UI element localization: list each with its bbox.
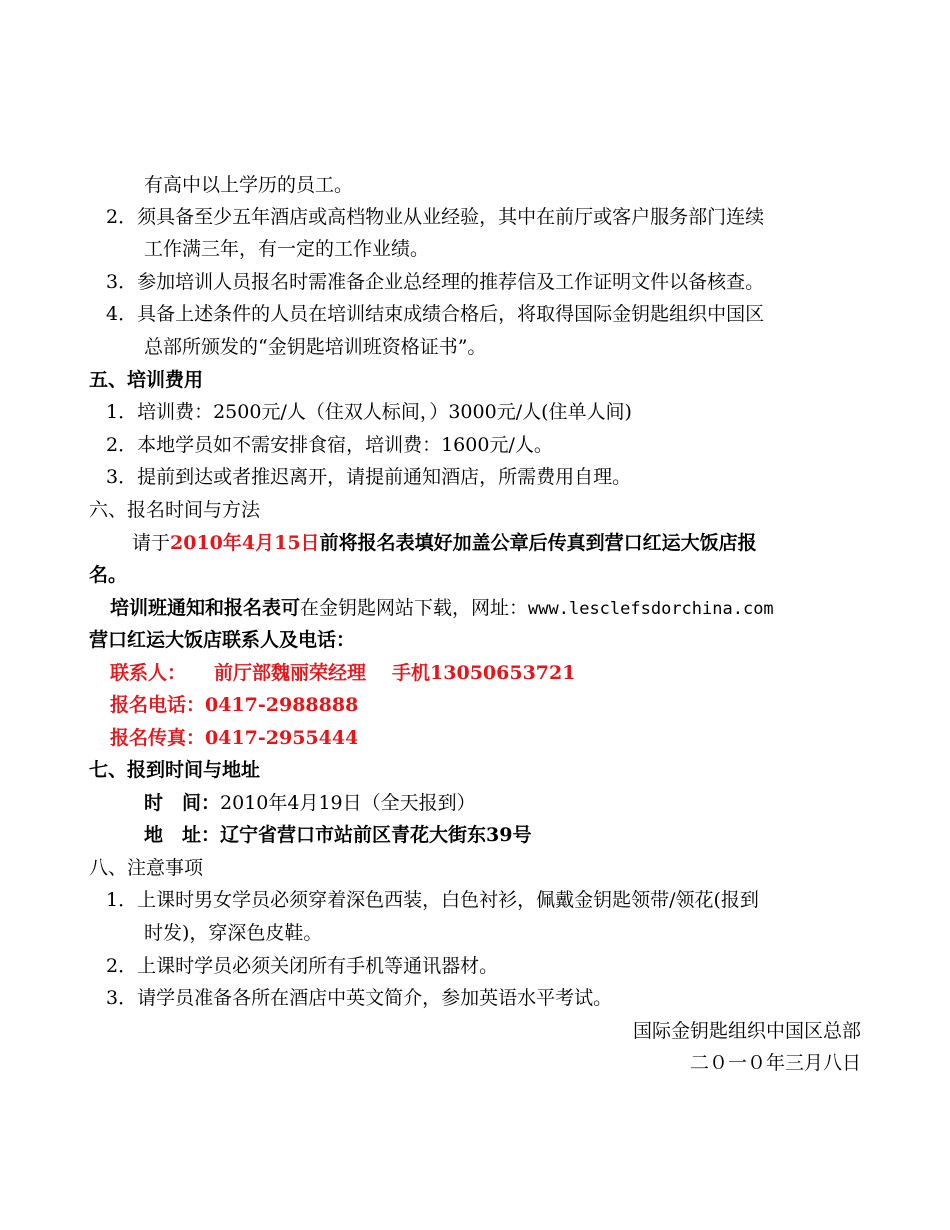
arrival-time bbox=[144, 790, 476, 816]
requirement-3: 3．参加培训人员报名时需准备企业总经理的推荐信及工作证明文件以备核查。 bbox=[106, 271, 765, 293]
arrival-address: 地 址：辽宁省营口市站前区青花大街东39号 bbox=[144, 824, 532, 846]
contact-heading: 营口红运大饭店联系人及电话： bbox=[89, 629, 356, 651]
section-8-heading: 八、注意事项 bbox=[89, 857, 204, 879]
registration-instruction-end: 名。 bbox=[89, 564, 128, 586]
download-text: 在金钥匙网站下载，网址： bbox=[300, 597, 529, 619]
requirement-2-continuation: 工作满三年，有一定的工作业绩。 bbox=[144, 238, 430, 260]
arrival-time-label: 时 间： bbox=[144, 792, 221, 814]
registration-fax: 报名传真：0417-2955444 bbox=[110, 727, 359, 749]
issuer-signature: 国际金钥匙组织中国区总部 bbox=[632, 1020, 861, 1042]
issue-date: 二０一０年三月八日 bbox=[689, 1052, 861, 1074]
download-info bbox=[110, 595, 774, 622]
contact-person bbox=[110, 660, 575, 686]
registration-instruction bbox=[132, 530, 757, 556]
requirement-4-continuation: 总部所颁发的“金钥匙培训班资格证书”。 bbox=[144, 336, 487, 358]
website-url[interactable]: www.lesclefsdorchina.com bbox=[528, 599, 774, 619]
section-6-heading: 六、报名时间与方法 bbox=[89, 499, 261, 521]
registration-phone: 报名电话：0417-2988888 bbox=[110, 694, 359, 716]
registration-deadline: 2010年4月15日 bbox=[170, 532, 320, 554]
notice-item-2: 2．上课时学员必须关闭所有手机等通讯器材。 bbox=[106, 955, 499, 977]
notice-item-1-continuation: 时发)，穿深色皮鞋。 bbox=[144, 922, 323, 944]
section-5-heading: 五、培训费用 bbox=[89, 369, 204, 391]
registration-prefix: 请于 bbox=[132, 532, 171, 554]
contact-label: 联系人： bbox=[110, 662, 187, 684]
fee-item-3: 3．提前到达或者推迟离开，请提前通知酒店，所需费用自理。 bbox=[106, 466, 632, 488]
requirement-1-continuation: 有高中以上学历的员工。 bbox=[144, 174, 354, 196]
section-7-heading: 七、报到时间与地址 bbox=[89, 759, 261, 781]
contact-name: 前厅部魏丽荣经理 bbox=[214, 662, 367, 684]
requirement-4: 4．具备上述条件的人员在培训结束成绩合格后，将取得国际金钥匙组织中国区 bbox=[106, 303, 765, 325]
download-subject: 培训班通知和报名表可 bbox=[110, 597, 301, 619]
requirement-2: 2．须具备至少五年酒店或高档物业从业经验，其中在前厅或客户服务部门连续 bbox=[106, 206, 765, 228]
notice-item-1: 1．上课时男女学员必须穿着深色西装，白色衬衫，佩戴金钥匙领带/领花(报到 bbox=[106, 889, 759, 911]
contact-mobile: 手机13050653721 bbox=[392, 662, 576, 684]
registration-instruction-text: 前将报名表填好加盖公章后传真到营口红运大饭店报 bbox=[319, 532, 757, 554]
fee-item-2: 2．本地学员如不需安排食宿，培训费：1600元/人。 bbox=[106, 434, 553, 456]
notice-item-3: 3．请学员准备各所在酒店中英文简介，参加英语水平考试。 bbox=[106, 987, 613, 1009]
fee-item-1: 1．培训费：2500元/人（住双人标间，）3000元/人(住单人间) bbox=[106, 401, 632, 423]
arrival-time-value: 2010年4月19日（全天报到） bbox=[220, 792, 476, 814]
